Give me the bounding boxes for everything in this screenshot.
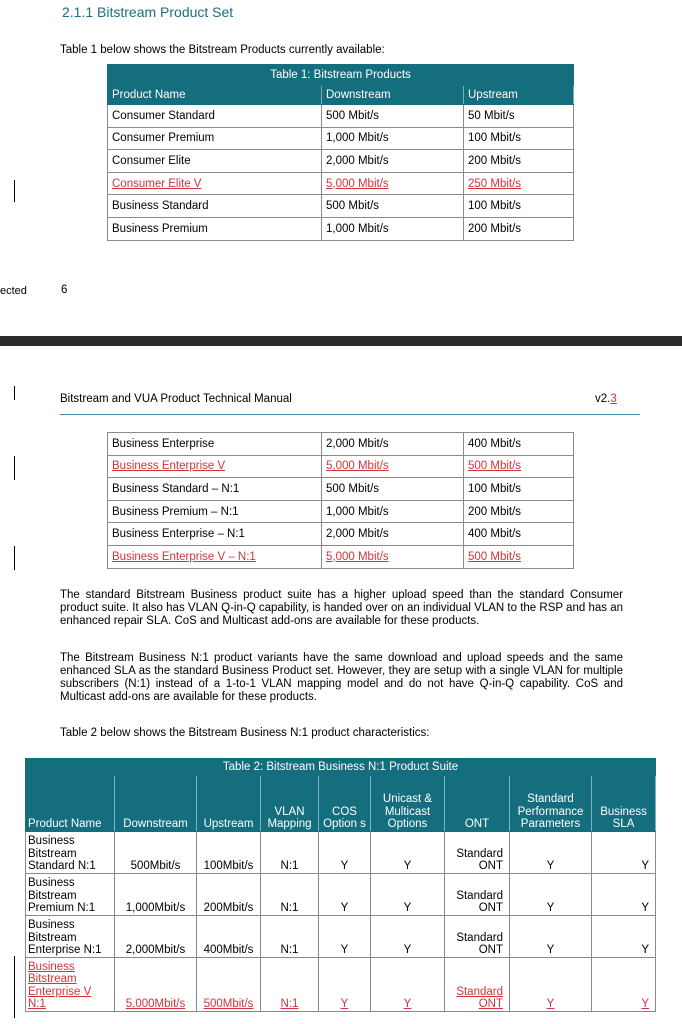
cell-up: 100 Mbit/s [464, 195, 574, 218]
paragraph-business-suite: The standard Bitstream Business product suite has a higher upload speed than the standard Consumer product suite. It also has VLAN Q-in-Q capability, is handed over on an individual VLAN to the RSP and has an enhanced repair SLA. CoS and Multicast add-ons are available for these products. [60, 589, 623, 627]
col-performance-params: Standard Performance Parameters [510, 776, 592, 832]
cell-up: 100 Mbit/s [464, 127, 574, 150]
table1 [107, 64, 574, 241]
cell-down: 1,000 Mbit/s [322, 217, 464, 240]
cell-name: Consumer Elite [108, 150, 322, 173]
table-row [26, 958, 656, 1012]
table-row [26, 832, 656, 874]
table-row [108, 150, 574, 173]
col-product-name: Product Name [26, 776, 115, 832]
cell-performance: Y [510, 874, 592, 916]
col-vlan-mapping: VLAN Mapping [261, 776, 319, 832]
change-bar [14, 956, 15, 1018]
cell-up: 500Mbit/s [197, 958, 261, 1012]
table-row [26, 916, 656, 958]
cell-ont: Standard ONT [445, 874, 510, 916]
margin-fragment: ected [0, 285, 27, 297]
cell-vlan: N:1 [261, 958, 319, 1012]
cell-performance: Y [510, 916, 592, 958]
cell-performance: Y [510, 832, 592, 874]
cell-multicast: Y [371, 958, 445, 1012]
cell-down: 2,000 Mbit/s [322, 433, 464, 456]
col-upstream: Upstream [197, 776, 261, 832]
cell-cos: Y [319, 874, 371, 916]
cell-name: Business Bitstream Standard N:1 [26, 832, 115, 874]
section-heading: 2.1.1 Bitstream Product Set [62, 4, 234, 20]
cell-ont: Standard ONT [445, 958, 510, 1012]
header-rule [60, 414, 640, 415]
cell-down: 2,000Mbit/s [115, 916, 197, 958]
table2 [25, 758, 656, 1012]
cell-down: 1,000Mbit/s [115, 874, 197, 916]
cell-name: Business Enterprise V – N:1 [108, 545, 322, 568]
change-bar [14, 180, 15, 202]
table-row [108, 195, 574, 218]
cell-down: 1,000 Mbit/s [322, 127, 464, 150]
cell-name: Business Bitstream Premium N:1 [26, 874, 115, 916]
table-row [108, 105, 574, 128]
cell-name: Business Enterprise [108, 433, 322, 456]
version-prefix: v2. [595, 393, 611, 405]
cell-sla: Y [592, 916, 656, 958]
cell-ont: Standard ONT [445, 916, 510, 958]
cell-name: Business Premium – N:1 [108, 500, 322, 523]
cell-vlan: N:1 [261, 916, 319, 958]
cell-name: Business Bitstream Enterprise V N:1 [26, 958, 115, 1012]
cell-cos: Y [319, 832, 371, 874]
table-row [108, 217, 574, 240]
table2-intro: Table 2 below shows the Bitstream Business N:1 product characteristics: [60, 727, 430, 739]
cell-name: Consumer Premium [108, 127, 322, 150]
col-ont: ONT [445, 776, 510, 832]
cell-up: 100 Mbit/s [464, 478, 574, 501]
cell-name: Consumer Elite V [108, 172, 322, 195]
cell-up: 500 Mbit/s [464, 455, 574, 478]
cell-multicast: Y [371, 832, 445, 874]
page-number: 6 [61, 284, 68, 296]
cell-down: 5,000 Mbit/s [322, 172, 464, 195]
cell-down: 500Mbit/s [115, 832, 197, 874]
cell-down: 500 Mbit/s [322, 195, 464, 218]
table1-caption: Table 1: Bitstream Products [108, 65, 574, 86]
change-bar [14, 386, 15, 400]
col-business-sla: Business SLA [592, 776, 656, 832]
table-row [108, 523, 574, 546]
paragraph-n1-variants: The Bitstream Business N:1 product variants have the same download and upload speeds and the same enhanced SLA as the standard Business Product set. However, they are setup with a single VLAN for multiple subscribers (N:1) instead of a 1-to-1 VLAN mapping model and do not have Q-in-Q capability. CoS and Multicast add-ons are available for these products. [60, 652, 623, 703]
document-version [595, 393, 617, 405]
cell-cos: Y [319, 958, 371, 1012]
cell-up: 50 Mbit/s [464, 105, 574, 128]
cell-up: 400 Mbit/s [464, 433, 574, 456]
cell-down: 5,000 Mbit/s [322, 455, 464, 478]
cell-sla: Y [592, 874, 656, 916]
cell-vlan: N:1 [261, 832, 319, 874]
col-unicast-multicast: Unicast & Multicast Options [371, 776, 445, 832]
col-cos-options: COS Option s [319, 776, 371, 832]
cell-down: 500 Mbit/s [322, 478, 464, 501]
table-row [26, 874, 656, 916]
cell-name: Consumer Standard [108, 105, 322, 128]
cell-vlan: N:1 [261, 874, 319, 916]
cell-multicast: Y [371, 916, 445, 958]
cell-up: 500 Mbit/s [464, 545, 574, 568]
cell-down: 500 Mbit/s [322, 105, 464, 128]
cell-name: Business Bitstream Enterprise N:1 [26, 916, 115, 958]
cell-up: 250 Mbit/s [464, 172, 574, 195]
change-bar [14, 456, 15, 480]
cell-up: 100Mbit/s [197, 832, 261, 874]
cell-name: Business Standard [108, 195, 322, 218]
cell-down: 1,000 Mbit/s [322, 500, 464, 523]
cell-down: 2,000 Mbit/s [322, 150, 464, 173]
table-row [108, 127, 574, 150]
cell-name: Business Standard – N:1 [108, 478, 322, 501]
table-row [108, 545, 574, 568]
col-upstream: Upstream [464, 86, 574, 105]
col-downstream: Downstream [115, 776, 197, 832]
cell-up: 200 Mbit/s [464, 217, 574, 240]
cell-up: 400Mbit/s [197, 916, 261, 958]
page-break [0, 336, 682, 346]
cell-sla: Y [592, 832, 656, 874]
cell-down: 5,000Mbit/s [115, 958, 197, 1012]
cell-up: 200Mbit/s [197, 874, 261, 916]
table-row [108, 500, 574, 523]
cell-down: 5,000 Mbit/s [322, 545, 464, 568]
cell-up: 200 Mbit/s [464, 500, 574, 523]
change-bar [14, 546, 15, 570]
table1-continued [107, 432, 574, 569]
cell-ont: Standard ONT [445, 832, 510, 874]
cell-multicast: Y [371, 874, 445, 916]
table2-caption: Table 2: Bitstream Business N:1 Product Suite [26, 759, 656, 776]
cell-sla: Y [592, 958, 656, 1012]
cell-cos: Y [319, 916, 371, 958]
cell-name: Business Enterprise – N:1 [108, 523, 322, 546]
cell-up: 200 Mbit/s [464, 150, 574, 173]
cell-performance: Y [510, 958, 592, 1012]
table-row [108, 172, 574, 195]
version-revision: 3 [610, 393, 617, 405]
table1-intro: Table 1 below shows the Bitstream Products currently available: [60, 44, 385, 56]
table-row [108, 455, 574, 478]
table-row [108, 433, 574, 456]
col-product-name: Product Name [108, 86, 322, 105]
cell-name: Business Enterprise V [108, 455, 322, 478]
running-header-title: Bitstream and VUA Product Technical Manual [60, 393, 292, 405]
col-downstream: Downstream [322, 86, 464, 105]
cell-up: 400 Mbit/s [464, 523, 574, 546]
cell-down: 2,000 Mbit/s [322, 523, 464, 546]
cell-name: Business Premium [108, 217, 322, 240]
table-row [108, 478, 574, 501]
